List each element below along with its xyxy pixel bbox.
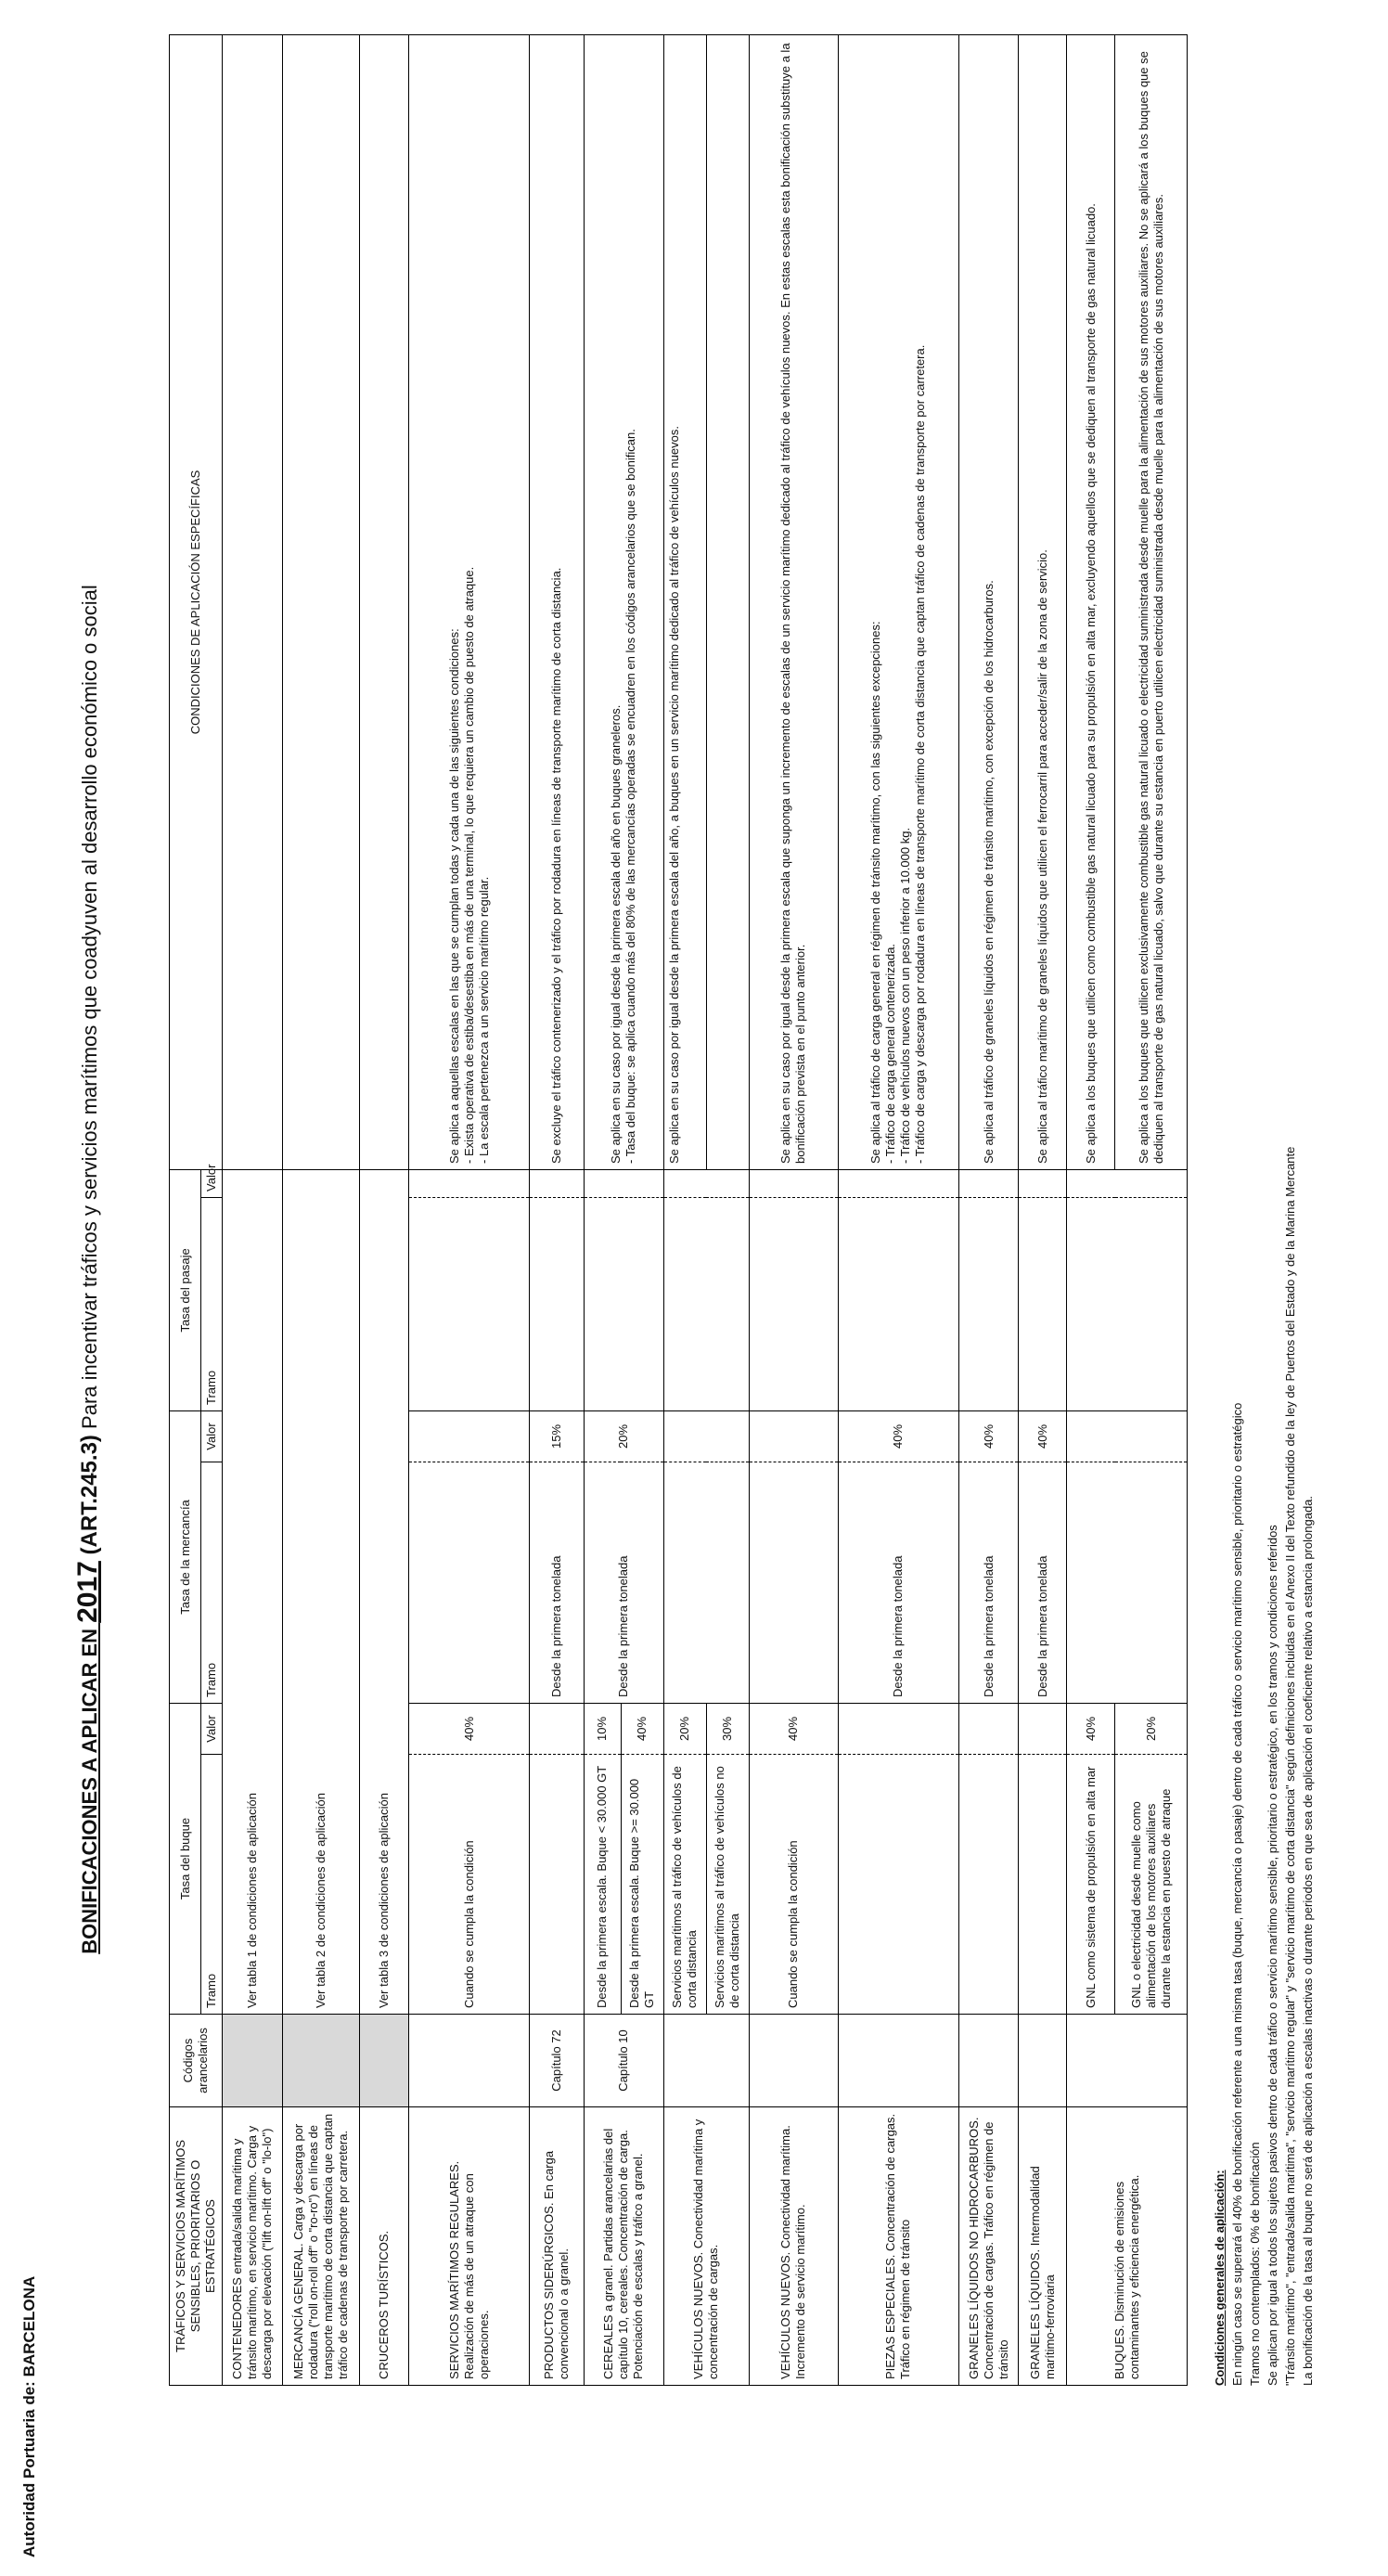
ship-tramo-cell: Ver tabla 3 de condiciones de aplicación	[360, 1169, 409, 2014]
pass-tramo-cell	[529, 1197, 584, 1410]
traffic-cell: VEHÍCULOS NUEVOS. Conectividad marítima. Incremento de servicio marítimo.	[749, 2107, 839, 2386]
header-passenger-fee: Tasa del pasaje	[170, 1169, 201, 1410]
conditions-cell: Se aplica al tráfico de carga general en régimen de tránsito marítimo, con las siguientes excepciones: - Tráfico de carga general contenerizada. - Tráfico de vehículos nuevos con un peso inferior a 10.000 kg. - Tráfico de carga y descarga por rodadura en líneas de transporte marítimo de corta distancia que captan tráfico de cadenas de transporte por carretera.	[839, 34, 959, 1169]
table-row	[1019, 34, 1067, 2385]
goods-tramo-cell	[409, 1462, 530, 1704]
goods-tramo-cell	[749, 1462, 839, 1704]
ship-tramo-cell: Cuando se cumpla la condición	[749, 1755, 839, 2015]
conditions-cell	[223, 34, 283, 1169]
ship-tramo-cell: Servicios marítimos al tráfico de vehículos no de corta distancia	[706, 1755, 749, 2015]
codes-cell	[360, 2015, 409, 2107]
ship-tramo-cell: GNL o electricidad desde muelle como alimentación de los motores auxiliares durante la estancia en puesto de atraque	[1115, 1755, 1188, 2015]
ship-tramo-cell: GNL como sistema de propulsión en alta mar	[1067, 1755, 1115, 2015]
ship-valor-cell: 40%	[621, 1704, 663, 1755]
pass-tramo-cell	[584, 1197, 663, 1410]
conditions-cell: Se aplica en su caso por igual desde la primera escala que suponga un incremento de escalas de un servicio marítimo dedicado al tráfico de vehículos nuevos. En estas escalas esta bonificación substituye a la bonificación prevista en el punto anterior.	[749, 34, 839, 1169]
ship-valor-cell: 40%	[409, 1704, 530, 1755]
pass-valor-cell	[584, 1169, 663, 1197]
traffic-cell: CEREALES a granel. Partidas arancelarias del capítulo 10, cereales. Concentración de carga. Potenciación de escalas y tráfico a granel.	[584, 2107, 663, 2386]
note-line: Tramos no contemplados: 0% de bonificación	[1248, 2142, 1262, 2386]
ship-tramo-cell	[958, 1755, 1019, 2015]
codes-cell	[958, 2015, 1019, 2107]
codes-cell	[1067, 2015, 1188, 2107]
codes-cell	[663, 2015, 749, 2107]
traffic-cell: MERCANCÍA GENERAL. Carga y descarga por rodadura ("roll on-roll off" o "ro-ro") en líneas de transporte marítimo de corta distancia que captan tráfico de cadenas de transporte por carretera.	[282, 2107, 360, 2386]
ship-valor-cell: 40%	[749, 1704, 839, 1755]
goods-valor-cell: 40%	[958, 1410, 1019, 1462]
bonus-table	[169, 34, 1188, 2386]
codes-cell	[409, 2015, 530, 2107]
pass-valor-cell	[1067, 1169, 1188, 1197]
pass-tramo-cell	[409, 1197, 530, 1410]
traffic-cell: VEHÍCULOS NUEVOS. Conectividad marítima y concentración de cargas.	[663, 2107, 749, 2386]
ship-valor-cell: 40%	[1067, 1704, 1115, 1755]
goods-tramo-cell: Desde la primera tonelada	[584, 1462, 663, 1704]
codes-cell	[839, 2015, 959, 2107]
traffic-cell: PIEZAS ESPECIALES. Concentración de cargas. Tráfico en régimen de tránsito	[839, 2107, 959, 2386]
pass-tramo-cell	[839, 1197, 959, 1410]
header-traffic: TRÁFICOS Y SERVICIOS MARÍTIMOS SENSIBLES, PRIORITARIOS O ESTRATÉGICOS	[170, 2107, 223, 2386]
title-main: BONIFICACIONES A APLICAR EN	[78, 1622, 101, 1954]
goods-tramo-cell	[663, 1462, 749, 1704]
pass-valor-cell	[529, 1169, 584, 1197]
conditions-cell	[706, 34, 749, 1169]
conditions-cell: Se aplica a los buques que utilicen como combustible gas natural licuado para su propulsión en alta mar, excluyendo aquellos que se dediquen al transporte de gas natural licuado.	[1067, 34, 1115, 1169]
pass-tramo-cell	[958, 1197, 1019, 1410]
ship-valor-cell	[839, 1704, 959, 1755]
ship-tramo-cell: Ver tabla 2 de condiciones de aplicación	[282, 1169, 360, 2014]
codes-cell	[223, 2015, 283, 2107]
table-row	[360, 34, 409, 2385]
conditions-cell: Se aplica en su caso por igual desde la primera escala del año en buques graneleros. - Tasa del buque: se aplica cuando más del 80% de las mercancías operadas se encuadren en los códigos arancelarios que se bonifican.	[584, 34, 663, 1169]
header-conditions: CONDICIONES DE APLICACIÓN ESPECÍFICAS	[170, 34, 223, 1169]
ship-valor-cell: 20%	[663, 1704, 706, 1755]
pass-valor-cell	[409, 1169, 530, 1197]
goods-valor-cell	[1067, 1410, 1188, 1462]
table-row	[749, 34, 839, 2385]
goods-tramo-cell: Desde la primera tonelada	[958, 1462, 1019, 1704]
traffic-cell: BUQUES. Disminución de emisiones contaminantes y eficiencia energética.	[1067, 2107, 1188, 2386]
codes-cell	[1019, 2015, 1067, 2107]
header-pass-tramo: Tramo	[201, 1197, 223, 1410]
goods-valor-cell: 40%	[839, 1410, 959, 1462]
goods-tramo-cell: Desde la primera tonelada	[529, 1462, 584, 1704]
header-goods-fee: Tasa de la mercancía	[170, 1410, 201, 1703]
traffic-cell: PRODUCTOS SIDERÚRGICOS. En carga convencional o a granel.	[529, 2107, 584, 2386]
codes-cell	[749, 2015, 839, 2107]
conditions-cell	[360, 34, 409, 1169]
ship-tramo-cell: Servicios marítimos al tráfico de vehículos de corta distancia	[663, 1755, 706, 2015]
conditions-cell: Se aplica en su caso por igual desde la primera escala del año, a buques en un servicio marítimo dedicado al tráfico de vehículos nuevos.	[663, 34, 706, 1169]
ship-tramo-cell	[839, 1755, 959, 2015]
traffic-cell: GRANELES LÍQUIDOS. Intermodalidad marítimo-ferroviaria	[1019, 2107, 1067, 2386]
ship-tramo-cell	[1019, 1755, 1067, 2015]
conditions-cell	[282, 34, 360, 1169]
header-ship-fee: Tasa del buque	[170, 1704, 201, 2015]
table-row	[282, 34, 360, 2385]
codes-cell: Capítulo 10	[584, 2015, 663, 2107]
note-line: La bonificación de la tasa al buque no será de aplicación a escalas inactivas o durante periodos en que sea de aplicación el coeficiente relativo a estancia prolongada.	[1301, 1495, 1315, 2386]
header-goods-valor: Valor	[201, 1410, 223, 1462]
notes-heading: Condiciones generales de aplicación:	[1213, 2170, 1227, 2386]
table-row	[1067, 34, 1115, 2385]
traffic-cell: GRANELES LÍQUIDOS NO HIDROCARBUROS. Concentración de cargas. Tráfico en régimen de tránsito	[958, 2107, 1019, 2386]
conditions-cell: Se aplica a aquellas escalas en las que se cumplan todas y cada una de las siguientes condiciones: - Exista operativa de estiba/desestiba en más de una terminal, lo que requiera un cambio de puesto de atraque. - La escala pertenezca a un servicio marítimo regular.	[409, 34, 530, 1169]
table-row	[409, 34, 530, 2385]
pass-tramo-cell	[1067, 1197, 1188, 1410]
ship-tramo-cell: Desde la primera escala. Buque >= 30.000 GT	[621, 1755, 663, 2015]
ship-tramo-cell: Desde la primera escala. Buque < 30.000 GT	[584, 1755, 621, 2015]
pass-valor-cell	[839, 1169, 959, 1197]
page-title	[72, 0, 104, 2539]
pass-valor-cell	[958, 1169, 1019, 1197]
pass-valor-cell	[663, 1169, 749, 1197]
table-row	[223, 34, 283, 2385]
ship-tramo-cell: Cuando se cumpla la condición	[409, 1755, 530, 2015]
goods-valor-cell: 20%	[584, 1410, 663, 1462]
pass-tramo-cell	[663, 1197, 749, 1410]
general-conditions	[1211, 35, 1317, 2386]
goods-tramo-cell	[1067, 1462, 1188, 1704]
traffic-cell: CRUCEROS TURÍSTICOS.	[360, 2107, 409, 2386]
header-pass-valor: Valor	[201, 1169, 223, 1197]
ship-valor-cell: 10%	[584, 1704, 621, 1755]
ship-tramo-cell	[529, 1755, 584, 2015]
ship-valor-cell: 20%	[1115, 1704, 1188, 1755]
table-row	[584, 34, 621, 2385]
goods-valor-cell	[409, 1410, 530, 1462]
codes-cell	[282, 2015, 360, 2107]
title-rest: Para incentivar tráficos y servicios marítimos que coadyuven al desarrollo económico o social	[78, 585, 101, 1436]
header-ship-valor: Valor	[201, 1704, 223, 1755]
header-ship-tramo: Tramo	[201, 1755, 223, 2015]
note-line: Se aplican por igual a todos los sujetos pasivos dentro de cada tráfico o servicio marítimo sensible, prioritario o estratégico, en los tramos y condiciones referidos	[1266, 1525, 1279, 2386]
header-goods-tramo: Tramo	[201, 1462, 223, 1704]
title-article: (ART.245.3)	[77, 1435, 102, 1562]
header-codes: Códigos arancelarios	[170, 2015, 223, 2107]
pass-tramo-cell	[749, 1197, 839, 1410]
ship-valor-cell	[958, 1704, 1019, 1755]
ship-tramo-cell: Ver tabla 1 de condiciones de aplicación	[223, 1169, 283, 2014]
goods-tramo-cell: Desde la primera tonelada	[1019, 1462, 1067, 1704]
conditions-cell: Se aplica al tráfico marítimo de graneles líquidos que utilicen el ferrocarril para acceder/salir de la zona de servicio.	[1019, 34, 1067, 1169]
traffic-cell: CONTENEDORES entrada/salida marítima y tránsito marítimo, en servicio marítimo. Carga y descarga por elevación ("lift on-lift off" o "lo-lo")	[223, 2107, 283, 2386]
conditions-cell: Se excluye el tráfico contenerizado y el tráfico por rodadura en líneas de transporte marítimo de corta distancia.	[529, 34, 584, 1169]
pass-valor-cell	[749, 1169, 839, 1197]
table-row	[529, 34, 584, 2385]
pass-valor-cell	[1019, 1169, 1067, 1197]
ship-valor-cell	[529, 1704, 584, 1755]
goods-valor-cell	[749, 1410, 839, 1462]
table-row	[839, 34, 959, 2385]
table-row	[958, 34, 1019, 2385]
goods-valor-cell: 15%	[529, 1410, 584, 1462]
goods-valor-cell	[663, 1410, 749, 1462]
note-line: En ningún caso se superará el 40% de bonificación referente a una misma tasa (buque, mercancía o pasaje) dentro de cada tráfico o servicio marítimo sensible, prioritario o estratégico	[1230, 1402, 1244, 2386]
table-row	[663, 34, 706, 2385]
codes-cell: Capítulo 72	[529, 2015, 584, 2107]
goods-tramo-cell: Desde la primera tonelada	[839, 1462, 959, 1704]
pass-tramo-cell	[1019, 1197, 1067, 1410]
authority-label: Autoridad Portuaria de: BARCELONA	[20, 2275, 38, 2557]
ship-valor-cell	[1019, 1704, 1067, 1755]
title-year: 2017	[72, 1561, 103, 1623]
conditions-cell: Se aplica a los buques que utilicen exclusivamente combustible gas natural licuado o electricidad suministrada desde muelle para la alimentación de sus motores auxiliares. No se aplicará a los buques que se dediquen al transporte de gas natural licuado, salvo que durante su estancia en puerto utilicen electricidad suministrada desde muelle para la alimentación de sus motores auxiliares.	[1115, 34, 1188, 1169]
note-line: "Tránsito marítimo", "entrada/salida marítima", "servicio marítimo regular" y "servicio marítimo de corta distancia" según definiciones incluidas en el Anexo II del Texto refundido de la ley de Puertos del Estado y de la Marina Mercante	[1283, 1146, 1297, 2386]
goods-valor-cell: 40%	[1019, 1410, 1067, 1462]
traffic-cell: SERVICIOS MARÍTIMOS REGULARES. Realización de más de un atraque con operaciones.	[409, 2107, 530, 2386]
conditions-cell: Se aplica al tráfico de graneles líquidos en régimen de tránsito marítimo, con excepción de los hidrocarburos.	[958, 34, 1019, 1169]
ship-valor-cell: 30%	[706, 1704, 749, 1755]
